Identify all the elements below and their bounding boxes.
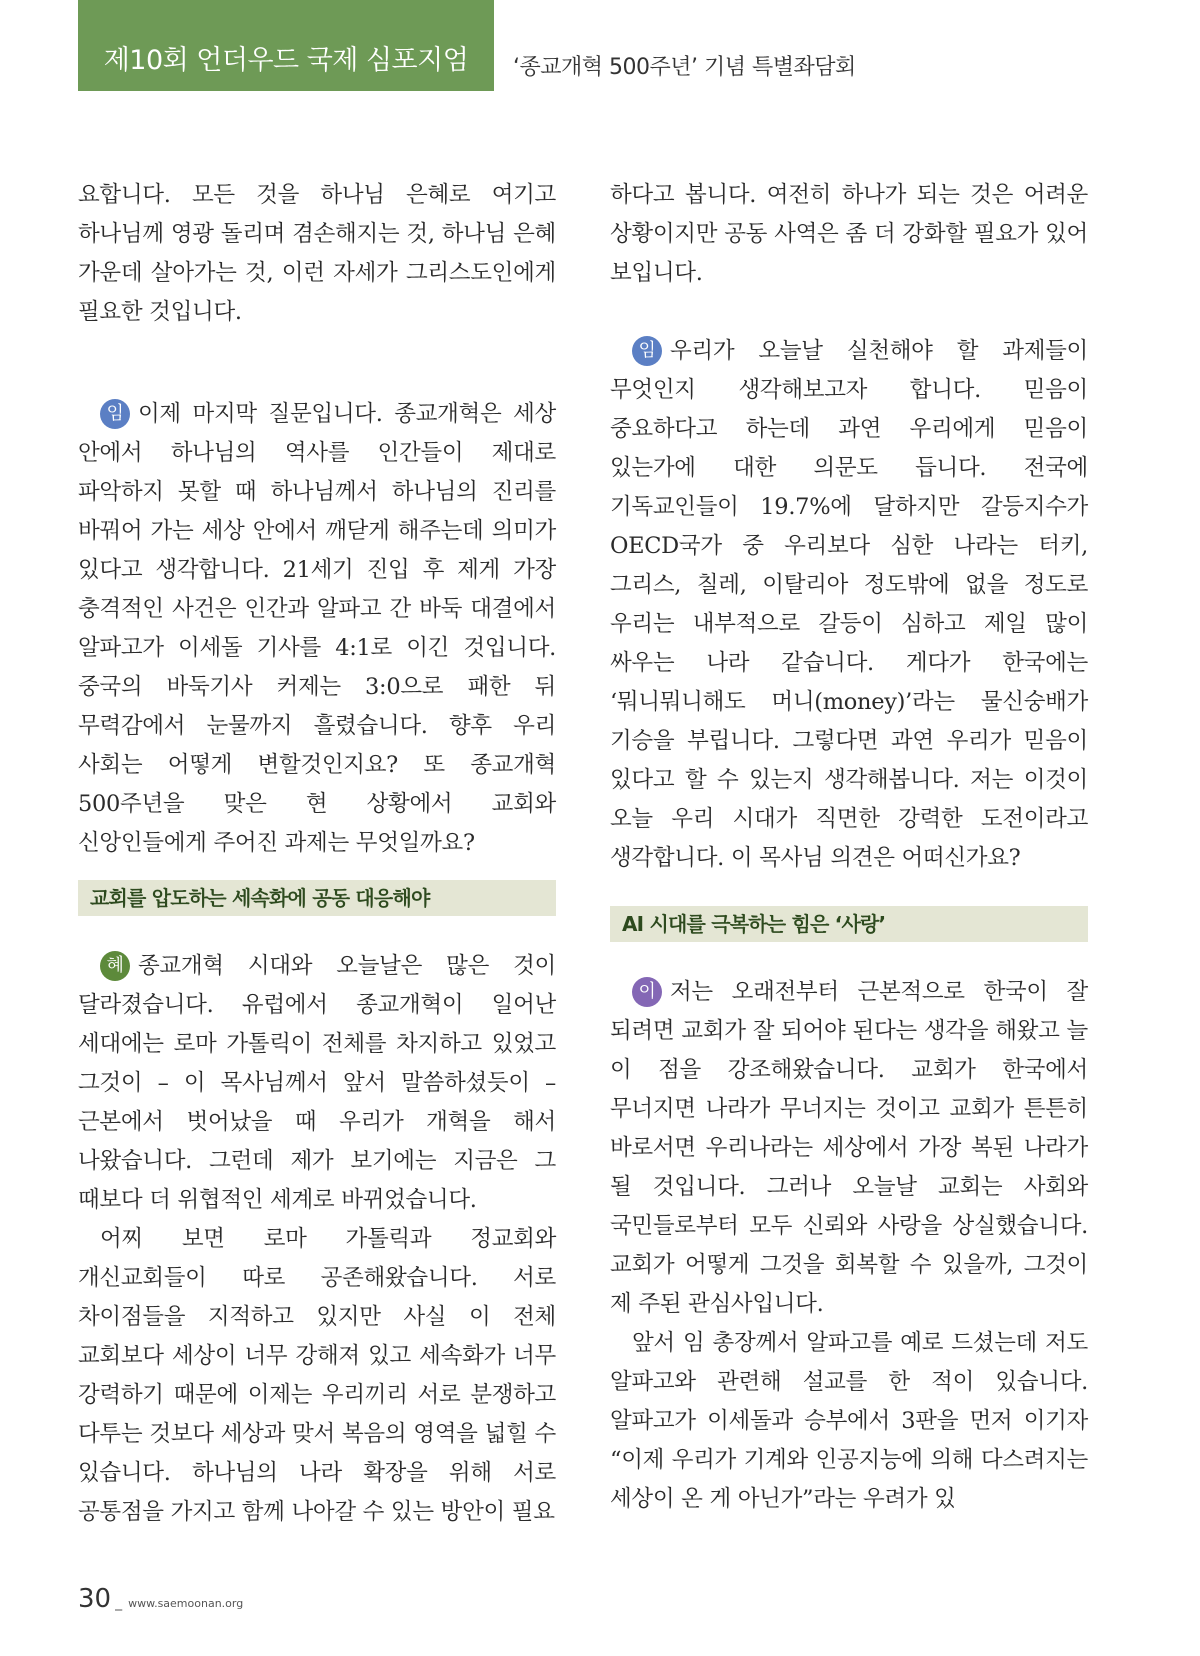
right-column <box>610 176 1088 1519</box>
section-heading: AI 시대를 극복하는 힘은 ‘사랑’ <box>610 906 1088 942</box>
header-tab <box>78 0 494 91</box>
section-subtitle: ‘종교개혁 500주년’ 기념 특별좌담회 <box>513 55 856 80</box>
paragraph-text: 우리가 오늘날 실천해야 할 과제들이 무엇인지 생각해보고자 합니다. 믿음이 중요하다고 하는데 과연 우리에게 믿음이 있는가에 대한 의문도 듭니다. 전국에 기독교인들이 19.7%에 달하지만 갈등지수가 OECD국가 중 우리보다 심한 나라는 터키, 그리스, 칠레, 이탈리아 정도밖에 없을 정도로 우리는 내부적으로 갈등이 심하고 제일 많이 싸우는 나라 같습니다. 게다가 한국에는 ‘뭐니뭐니해도 머니(money)’라는 물신숭배가 기승을 부립니다. 그렇다면 과연 우리가 믿음이 있다고 할 수 있는지 생각해봅니다. 저는 이것이 오늘 우리 시대가 직면한 강력한 도전이라고 생각합니다. 이 목사님 의견은 어떠신가요? <box>610 338 1088 871</box>
page-number: 30 <box>78 1584 112 1614</box>
section-heading: 교회를 압도하는 세속화에 공동 대응해야 <box>78 880 556 916</box>
speaker-badge-hye: 혜 <box>100 951 130 981</box>
paragraph-text: 종교개혁 시대와 오늘날은 많은 것이 달라졌습니다. 유럽에서 종교개혁이 일어난 세대에는 로마 가톨릭이 전체를 차지하고 있었고 그것이 – 이 목사님께서 앞서 말씀하셨듯이 – 근본에서 벗어났을 때 우리가 개혁을 해서 나왔습니다. 그런데 제가 보기에는 지금은 그 때보다 더 위협적인 세계로 바뀌었습니다. <box>78 953 556 1213</box>
paragraph <box>78 395 556 863</box>
website-url[interactable]: www.saemoonan.org <box>128 1597 244 1610</box>
paragraph-text: 저는 오래전부터 근본적으로 한국이 잘 되려면 교회가 잘 되어야 된다는 생각을 해왔고 늘 이 점을 강조해왔습니다. 교회가 한국에서 무너지면 나라가 무너지는 것이고 교회가 튼튼히 바로서면 우리나라는 세상에서 가장 복된 나라가 될 것입니다. 그러나 오늘날 교회는 사회와 국민들로부터 모두 신뢰와 사랑을 상실했습니다. 교회가 어떻게 그것을 회복할 수 있을까, 그것이 제 주된 관심사입니다. <box>610 979 1088 1317</box>
paragraph <box>610 973 1088 1324</box>
paragraph <box>78 947 556 1220</box>
symposium-title: 제10회 언더우드 국제 심포지엄 <box>103 45 469 76</box>
paragraph <box>610 332 1088 878</box>
speaker-badge-im: 임 <box>100 399 130 429</box>
left-column <box>78 176 556 1532</box>
footer-separator: _ <box>115 1595 123 1611</box>
speaker-badge-lee: 이 <box>632 977 662 1007</box>
paragraph: 요합니다. 모든 것을 하나님 은혜로 여기고 하나님께 영광 돌리며 겸손해지는 것, 하나님 은혜 가운데 살아가는 것, 이런 자세가 그리스도인에게 필요한 것입니다. <box>78 182 556 325</box>
page-footer <box>78 1584 243 1614</box>
paragraph: 하다고 봅니다. 여전히 하나가 되는 것은 어려운 상황이지만 공동 사역은 좀 더 강화할 필요가 있어 보입니다. <box>610 182 1088 286</box>
paragraph-text: 이제 마지막 질문입니다. 종교개혁은 세상 안에서 하나님의 역사를 인간들이 제대로 파악하지 못할 때 하나님께서 하나님의 진리를 바꿔어 가는 세상 안에서 깨닫게 해주는데 의미가 있다고 생각합니다. 21세기 진입 후 제게 가장 충격적인 사건은 인간과 알파고 간 바둑 대결에서 알파고가 이세돌 기사를 4:1로 이긴 것입니다. 중국의 바둑기사 커제는 3:0으로 패한 뒤 무력감에서 눈물까지 흘렸습니다. 향후 우리 사회는 어떻게 변할것인지요? 또 종교개혁 500주년을 맞은 현 상황에서 교회와 신앙인들에게 주어진 과제는 무엇일까요? <box>78 401 556 856</box>
paragraph: 앞서 임 총장께서 알파고를 예로 드셨는데 저도 알파고와 관련해 설교를 한 적이 있습니다. 알파고가 이세돌과 승부에서 3판을 먼저 이기자 “이제 우리가 기계와 인공지능에 의해 다스려지는 세상이 온 게 아닌가”라는 우려가 있 <box>610 1330 1088 1512</box>
paragraph: 어찌 보면 로마 가톨릭과 정교회와 개신교회들이 따로 공존해왔습니다. 서로 차이점들을 지적하고 있지만 사실 이 전체 교회보다 세상이 너무 강해져 있고 세속화가 너무 강력하기 때문에 이제는 우리끼리 서로 분쟁하고 다투는 것보다 세상과 맞서 복음의 영역을 넓힐 수 있습니다. 하나님의 나라 확장을 위해 서로 공통점을 가지고 함께 나아갈 수 있는 방안이 필요 <box>78 1226 556 1525</box>
speaker-badge-im: 임 <box>632 336 662 366</box>
